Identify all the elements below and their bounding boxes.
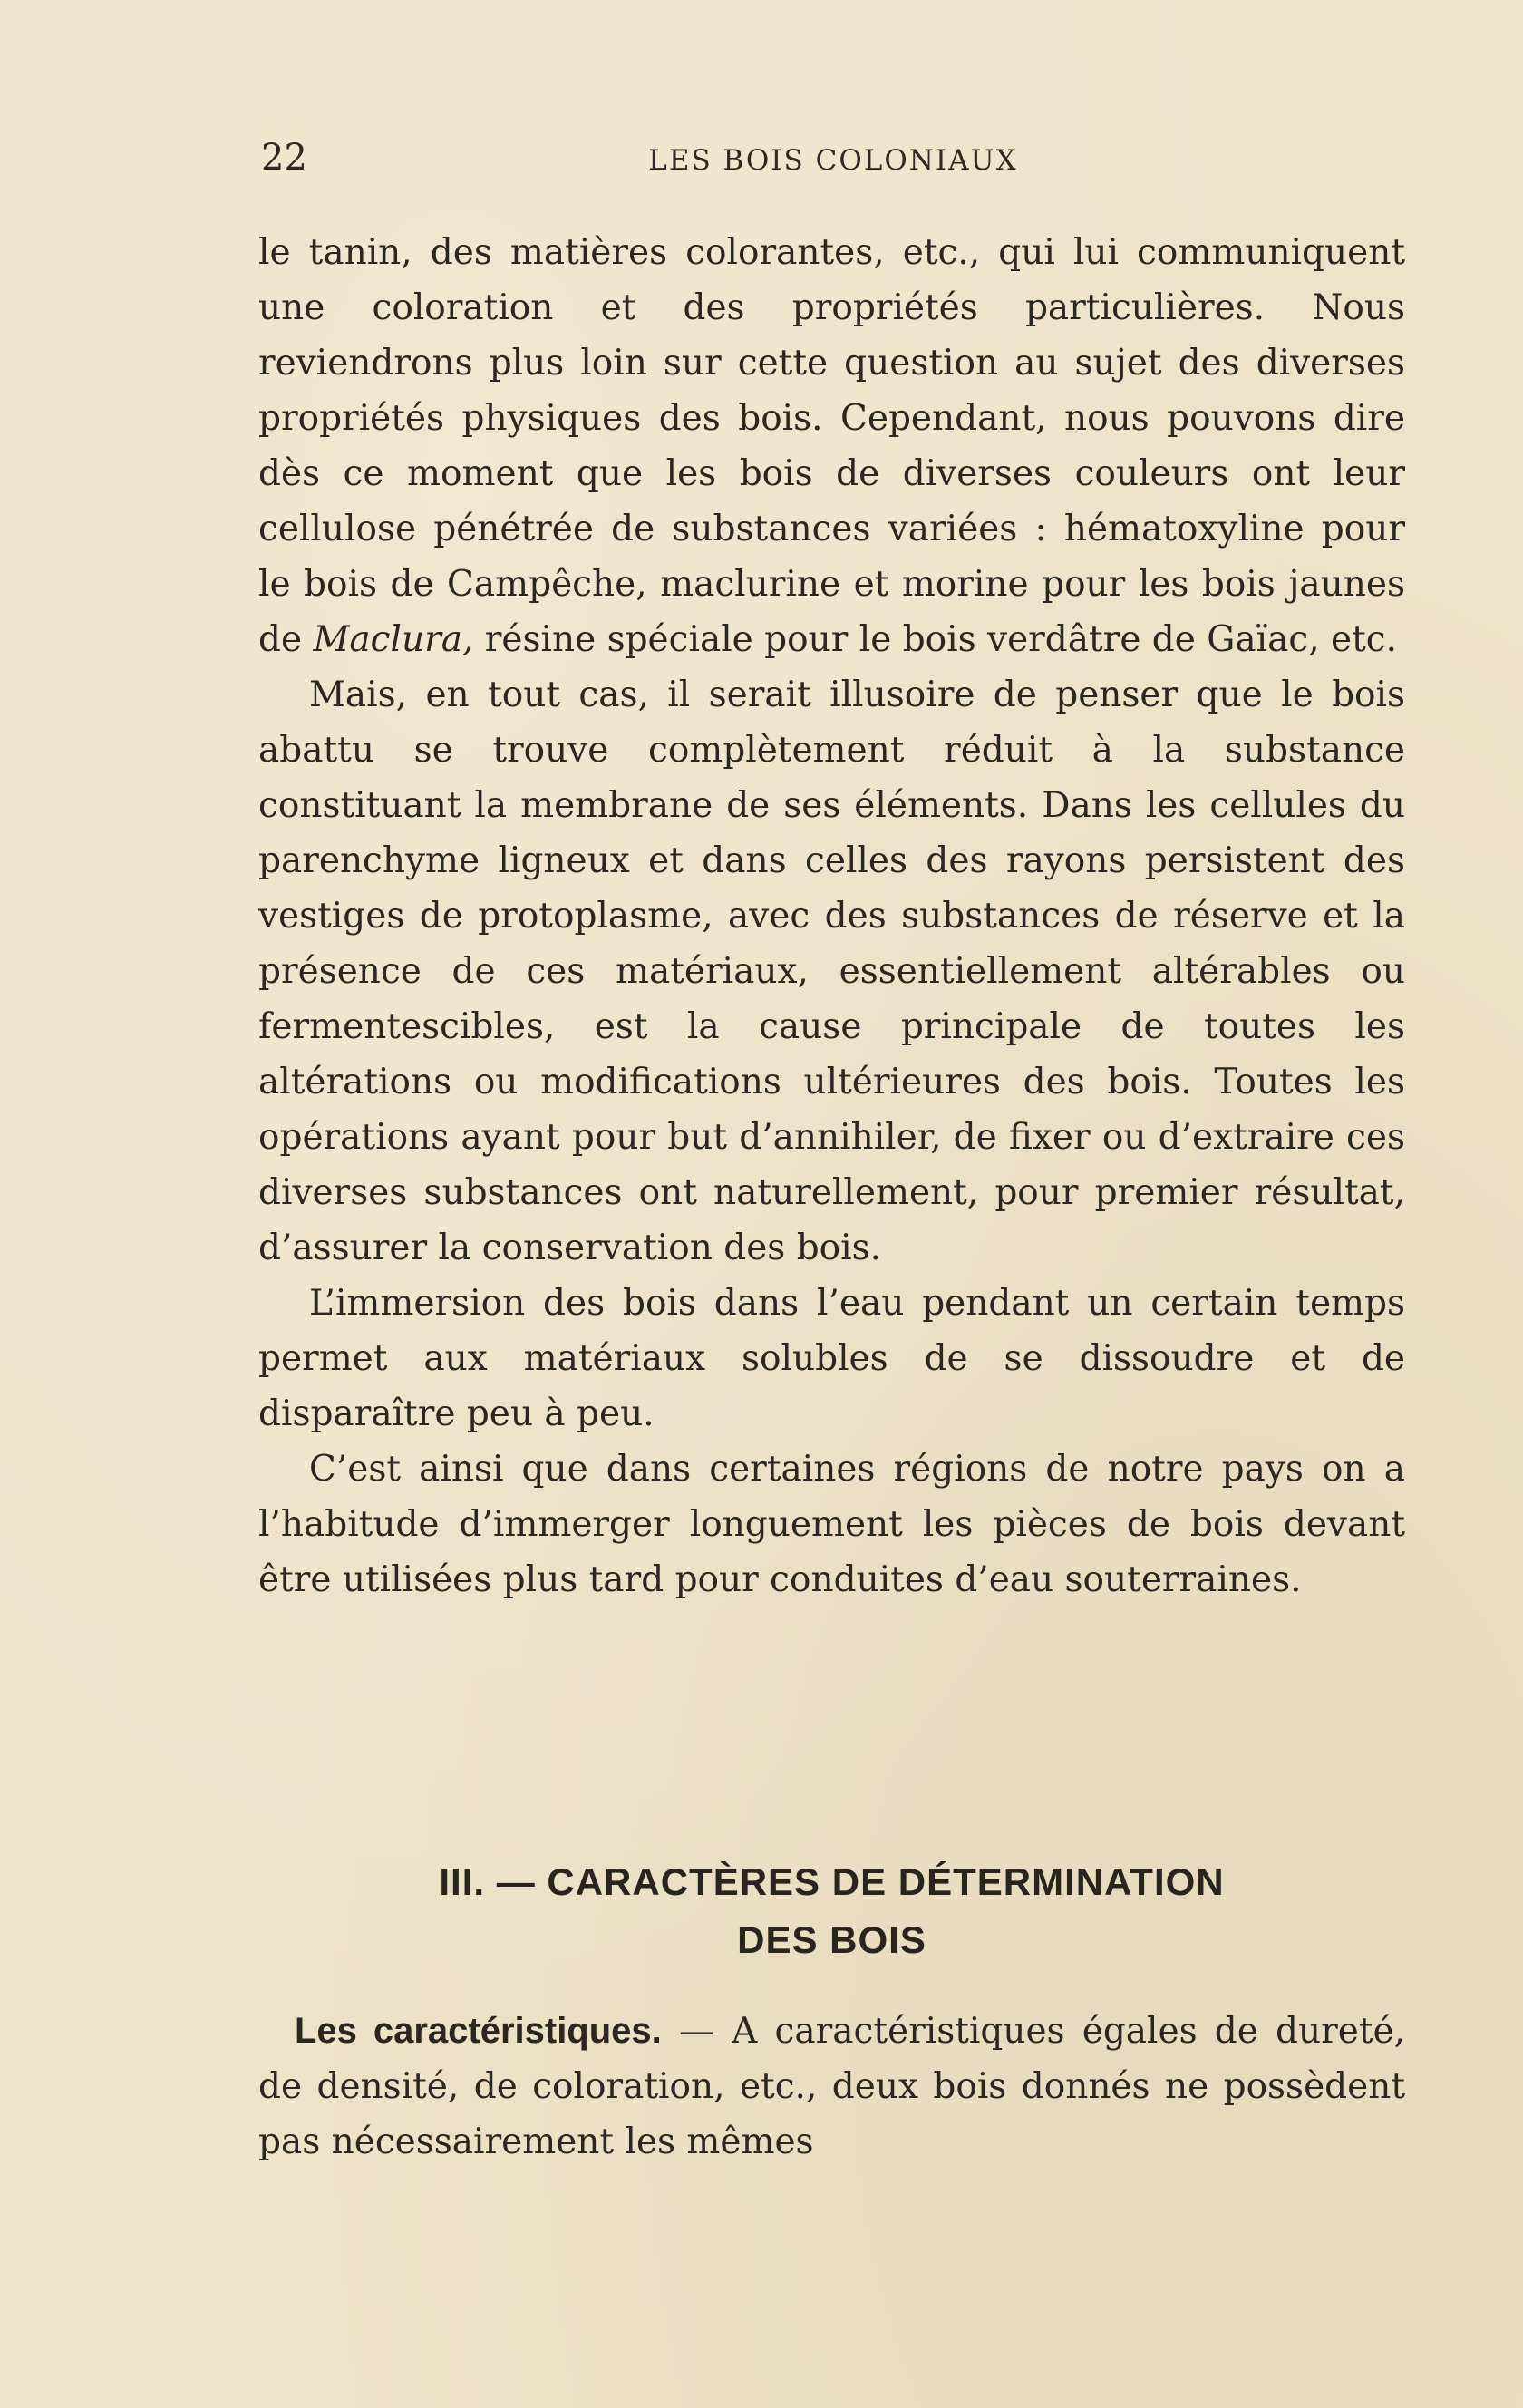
paragraph-3: L’immersion des bois dans l’eau pendant un certain temps permet aux matériaux solubles de se dissoudre et de disparaître peu à peu. xyxy=(258,1283,1405,1434)
body-text xyxy=(258,225,1405,1607)
paragraph-1-italic: Maclura, xyxy=(313,619,474,660)
section-body xyxy=(258,2004,1405,2170)
paragraph-1-end: résine spéciale pour le bois verdâtre de Gaïac, etc. xyxy=(473,619,1398,660)
section-heading xyxy=(258,1853,1405,1969)
paragraph-1 xyxy=(258,225,1405,667)
section-paragraph-text: — A caractéristiques égales de dureté, de densité, de coloration, etc., deux bois donnés ne possèdent pas nécessairement les mêmes xyxy=(258,2011,1405,2162)
paragraph-2: Mais, en tout cas, il serait illusoire de penser que le bois abattu se trouve complètement réduit à la substance constituant la membrane de ses éléments. Dans les cellules du parenchyme ligneux et dans celles des rayons persistent des vestiges de protoplasme, avec des substances de réserve et la présence de ces matériaux, essentiellement altérables ou fermentescibles, est la cause principale de toutes les altérations ou modifications ultérieures des bois. Toutes les opérations ayant pour but d’annihiler, de fixer ou d’extraire ces diverses substances ont naturellement, pour premier résultat, d’assurer la conservation des bois. xyxy=(258,675,1405,1268)
running-head xyxy=(261,136,1405,190)
section-paragraph xyxy=(258,2004,1405,2170)
paragraph-4: C’est ainsi que dans certaines régions de notre pays on a l’habitude d’immerger longuement les pièces de bois devant être utilisées plus tard pour conduites d’eau souterraines. xyxy=(258,1449,1405,1600)
section-heading-line-2: DES BOIS xyxy=(737,1918,926,1961)
runin-title: Les caractéristiques. xyxy=(295,2011,662,2051)
page-number: 22 xyxy=(261,137,307,179)
paragraph-1-text: le tanin, des matières colorantes, etc., qui lui communiquent une coloration et des propriétés particulières. Nous reviendrons plus loin sur cette question au sujet des diverses propriétés physiques des bois. Cependant, nous pouvons dire dès ce moment que les bois de diverses couleurs ont leur cellulose pénétrée de substances variées : hématoxyline pour le bois de Campêche, maclurine et morine pour les bois jaunes de xyxy=(258,232,1405,660)
section-heading-line-1: III. — CARACTÈRES DE DÉTERMINATION xyxy=(439,1860,1225,1903)
book-title: LES BOIS COLONIAUX xyxy=(648,144,1018,177)
